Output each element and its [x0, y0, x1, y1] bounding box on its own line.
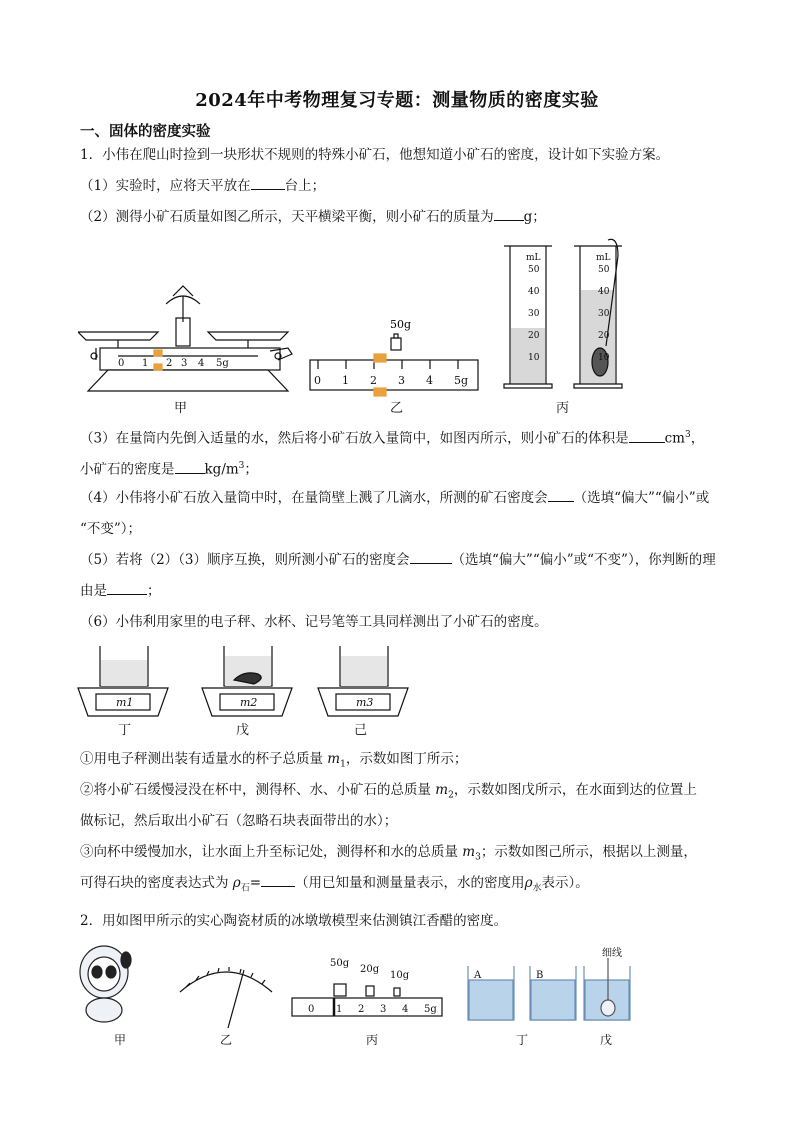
cyl-mark: 20	[598, 331, 610, 341]
text: 由是	[80, 583, 107, 599]
answer-blank	[107, 582, 147, 595]
ruler-tick: 4	[426, 374, 433, 387]
superscript: 3	[238, 461, 245, 471]
text: （5）若将（2）（3）顺序互换，则所测小矿石的密度会	[80, 552, 410, 568]
caption-ding: 丁	[516, 1033, 529, 1047]
ruler-tick: 3	[380, 1004, 387, 1015]
text: =	[249, 875, 262, 891]
text: ，示数如图戊所示，在水面到达的位置上	[453, 782, 697, 798]
ruler-figure	[310, 334, 478, 396]
section-heading: 一、固体的密度实验	[80, 123, 211, 140]
ruler-tick: 5g	[424, 1004, 437, 1015]
subscript: 水	[532, 883, 542, 894]
ruler-tick: 3	[398, 374, 405, 387]
q1-part5	[80, 551, 720, 569]
cyl-mark: 30	[528, 309, 540, 319]
text: cm	[664, 430, 685, 447]
answer-blank	[251, 177, 285, 190]
beaker-c	[584, 958, 630, 1020]
q1-step3-cont	[80, 874, 720, 898]
superscript: 3	[684, 430, 691, 440]
text: 可得石块的密度表达式为	[80, 875, 229, 891]
caption-ding: 丁	[118, 723, 132, 738]
ruler-tick: 5g	[454, 374, 469, 387]
page-title: 2024年中考物理复习专题：测量物质的密度实验	[195, 90, 599, 111]
figure-electronic-scales	[74, 642, 414, 738]
q1-part4-cont: “不变”）；	[80, 521, 142, 537]
weight-label: 50g	[390, 318, 412, 331]
q1-part2	[80, 208, 720, 226]
text: 小矿石的密度是	[80, 461, 175, 478]
mascot-figure	[80, 946, 131, 1022]
thread-label: 细线	[602, 948, 622, 959]
text: （3）在量筒内先倒入适量的水，然后将小矿石放入量筒中，如图丙所示，则小矿石的体积是	[80, 430, 629, 447]
q2-stem: 2．用如图甲所示的实心陶瓷材质的冰墩墩模型来估测镇江香醋的密度。	[80, 913, 508, 929]
symbol: ρ	[524, 875, 533, 891]
caption-wu: 戊	[236, 723, 250, 738]
figure-balance-ruler-cylinders	[78, 236, 638, 416]
q1-part1	[80, 177, 720, 195]
weight-label: 10g	[390, 970, 410, 981]
text: ，示数如图丁所示；	[345, 751, 468, 767]
q1-step1	[80, 750, 720, 774]
balance-figure	[78, 286, 292, 391]
cyl-mark: 30	[598, 309, 610, 319]
ruler-tick: 0	[314, 374, 321, 387]
q1-step2	[80, 781, 720, 805]
text: ；	[147, 583, 161, 599]
text: （1）实验时，应将天平放在	[80, 178, 251, 194]
caption-yi: 乙	[390, 401, 404, 416]
q1-part3-cont	[80, 457, 720, 479]
text: kg/m	[204, 461, 239, 478]
text: （4）小伟将小矿石放入量筒中时，在量筒壁上溅了几滴水，所测的矿石密度会	[80, 490, 548, 506]
cyl-mark: 10	[528, 353, 540, 363]
cyl-unit: mL	[596, 253, 611, 263]
text: g；	[523, 209, 546, 225]
scale-label: m2	[240, 696, 258, 709]
answer-blank	[629, 430, 665, 443]
text: （选填“偏大”“偏小”或“不变”），你判断的理	[451, 552, 716, 568]
symbol: m	[462, 844, 476, 860]
q1-part4	[80, 489, 720, 507]
answer-blank	[261, 874, 295, 887]
q1-step2-cont: 做标记，然后取出小矿石（忽略石块表面带出的水）；	[80, 813, 398, 829]
text: 台上；	[284, 178, 326, 194]
beaker-label: B	[536, 970, 544, 981]
cyl-unit: mL	[526, 253, 541, 263]
text: （用已知量和测量量表示，水的密度用	[295, 875, 525, 891]
weight-label: 20g	[360, 964, 380, 975]
symbol: m	[327, 751, 341, 767]
caption-jia: 甲	[174, 401, 188, 416]
ruler-tick: 1	[342, 374, 349, 387]
balance-tick: 5g	[216, 358, 229, 369]
balance-tick: 0	[118, 358, 125, 369]
answer-blank	[175, 461, 205, 474]
scale-label: m1	[116, 696, 134, 709]
weight-label: 50g	[330, 958, 350, 969]
answer-blank	[410, 551, 452, 564]
caption-jia: 甲	[114, 1033, 127, 1047]
caption-wu: 戊	[600, 1033, 613, 1047]
caption-yi: 乙	[220, 1033, 233, 1047]
q1-part6: （6）小伟利用家里的电子秤、水杯、记号笔等工具同样测出了小矿石的密度。	[80, 614, 548, 630]
q1-part5-cont	[80, 582, 720, 600]
symbol: ρ	[232, 875, 241, 891]
ruler-figure-2	[292, 984, 442, 1016]
cyl-mark: 50	[528, 265, 540, 275]
balance-tick: 1	[142, 358, 149, 369]
caption-ji: 己	[354, 723, 368, 738]
scale-label: m3	[356, 696, 374, 709]
subscript: 石	[240, 883, 250, 894]
text: （2）测得小矿石质量如图乙所示，天平横梁平衡，则小矿石的质量为	[80, 209, 494, 225]
text: ；示数如图己所示，根据以上测量，	[480, 844, 697, 860]
answer-blank	[548, 489, 574, 502]
text: ①用电子秤测出装有适量水的杯子总质量	[80, 751, 323, 767]
figure-q2	[76, 940, 656, 1050]
q1-part3	[80, 426, 720, 448]
cyl-mark: 10	[598, 353, 610, 363]
ruler-tick: 2	[358, 1004, 365, 1015]
caption-bing: 丙	[366, 1033, 379, 1047]
subscript: 3	[475, 852, 481, 863]
caption-bing: 丙	[556, 401, 570, 416]
beaker-label: A	[474, 970, 482, 981]
ruler-tick: 2	[370, 374, 377, 387]
balance-tick: 2	[166, 358, 173, 369]
cyl-mark: 50	[598, 265, 610, 275]
balance-tick: 3	[181, 358, 188, 369]
ruler-tick: 0	[308, 1004, 315, 1015]
text: 表示）。	[541, 875, 589, 891]
q1-step3	[80, 843, 720, 867]
text: ，	[690, 430, 705, 447]
subscript: 1	[340, 759, 346, 770]
ruler-tick: 4	[402, 1004, 409, 1015]
q1-stem: 1．小伟在爬山时捡到一块形状不规则的特殊小矿石，他想知道小矿石的密度，设计如下实验方案。	[80, 147, 670, 163]
text: ②将小矿石缓慢浸没在杯中，测得杯、水、小矿石的总质量	[80, 782, 431, 798]
symbol: m	[435, 782, 449, 798]
cyl-mark: 40	[528, 287, 540, 297]
text: （选填“偏大”“偏小”或	[573, 490, 710, 506]
balance-tick: 4	[198, 358, 205, 369]
cyl-mark: 40	[598, 287, 610, 297]
ruler-tick: 1	[336, 1004, 343, 1015]
gauge-figure	[180, 967, 272, 1028]
text: ；	[244, 461, 258, 478]
subscript: 2	[448, 790, 454, 801]
answer-blank	[494, 208, 524, 221]
text: ③向杯中缓慢加水，让水面上升至标记处，测得杯和水的总质量	[80, 844, 458, 860]
cyl-mark: 20	[528, 331, 540, 341]
